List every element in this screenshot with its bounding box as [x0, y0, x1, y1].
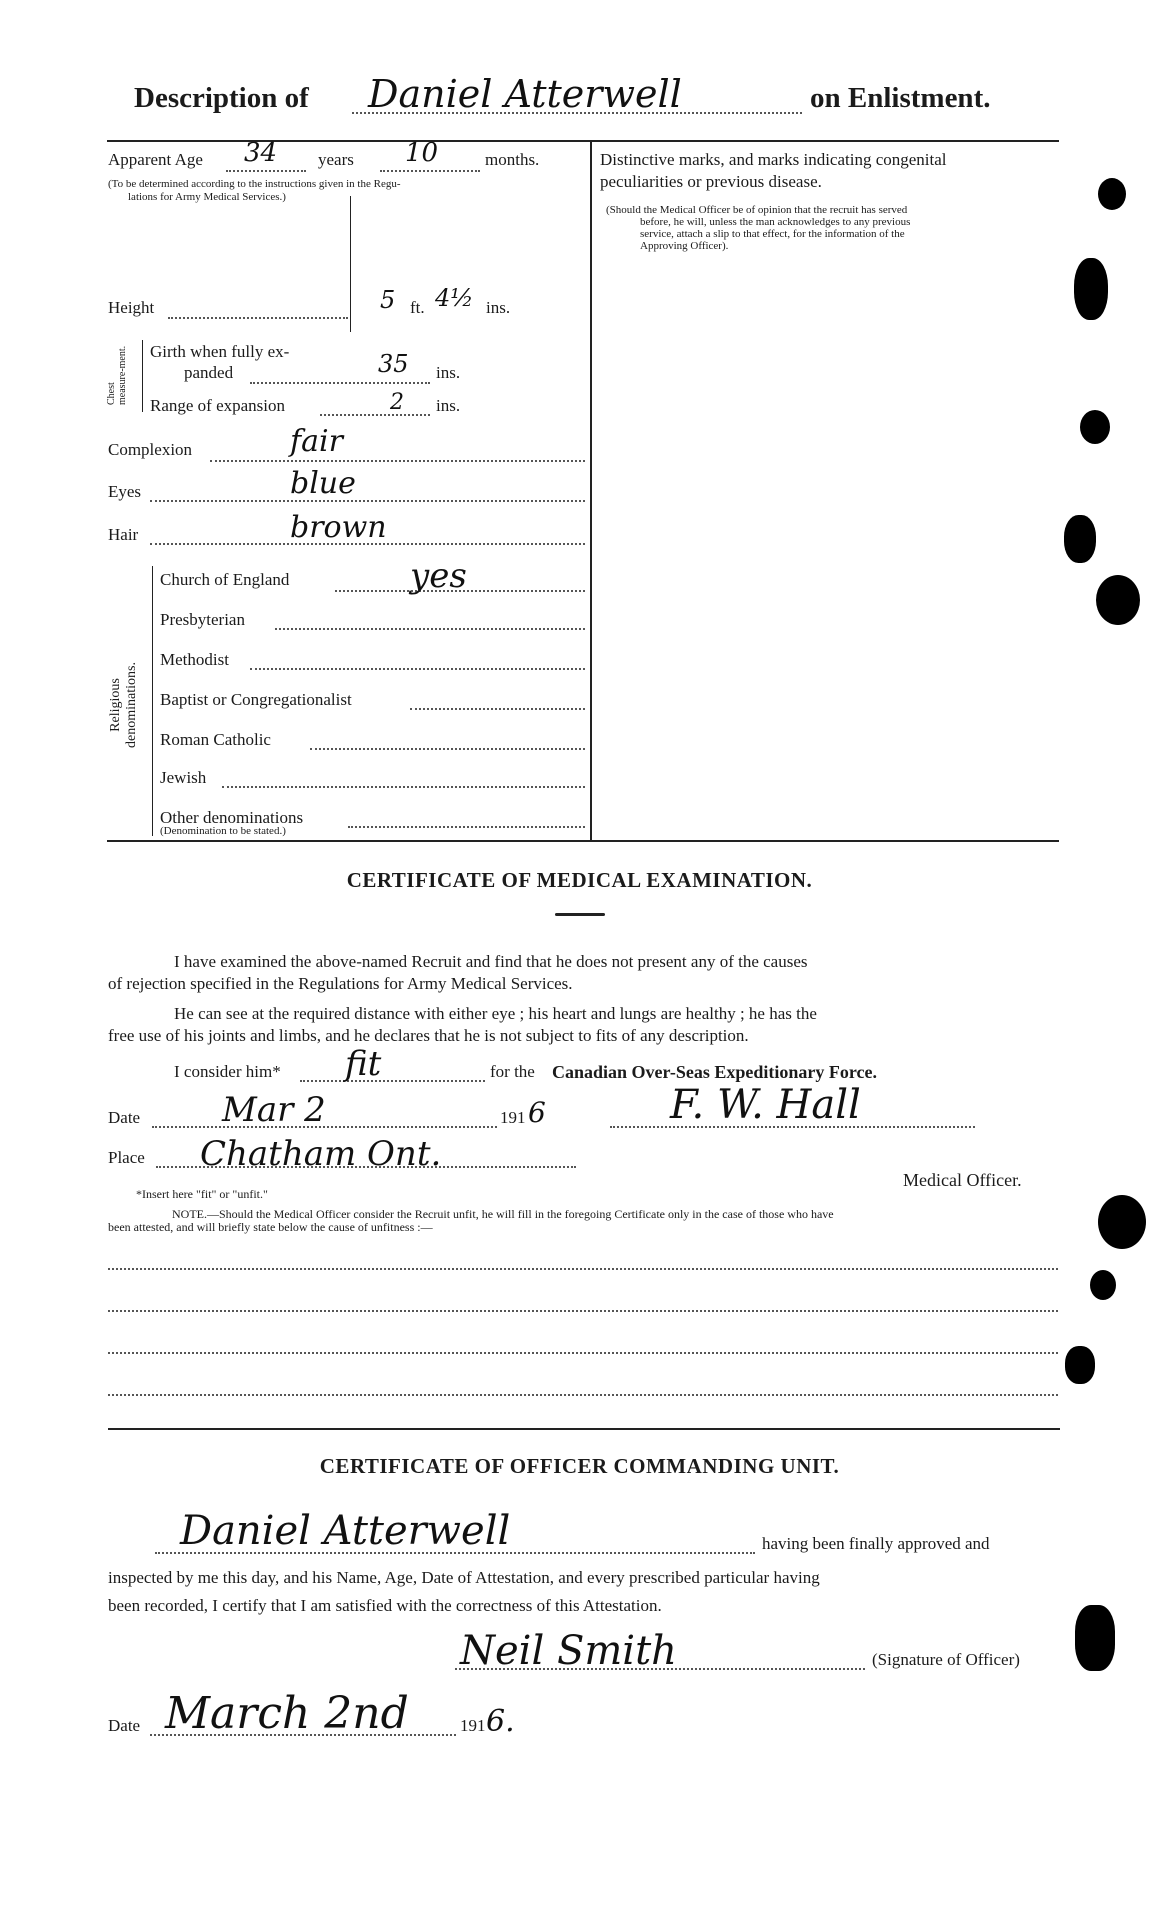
- marks-note-1: (Should the Medical Officer be of opinion that the recruit has served: [606, 204, 908, 216]
- complexion-value: fair: [290, 424, 343, 459]
- punch-hole: [1090, 1270, 1116, 1300]
- religion-bracket: [152, 566, 153, 836]
- church-value: yes: [410, 556, 467, 596]
- complexion-label: Complexion: [108, 440, 193, 459]
- table-bottom-rule: [107, 840, 1059, 842]
- force-label: Canadian Over-Seas Expeditionary Force.: [552, 1062, 877, 1082]
- medical-year-printed: 191: [500, 1108, 526, 1127]
- commanding-line1-end: having been finally approved and: [762, 1534, 990, 1553]
- header-prefix: Description of: [134, 82, 309, 114]
- marks-note-4: Approving Officer).: [640, 240, 729, 252]
- age-note-2: lations for Army Medical Services.): [128, 191, 286, 203]
- hair-label: Hair: [108, 525, 139, 544]
- punch-hole: [1098, 1195, 1146, 1249]
- other-note: (Denomination to be stated.): [160, 825, 286, 837]
- ins-label: ins.: [486, 298, 511, 317]
- punch-hole: [1065, 1346, 1095, 1384]
- table-center-rule: [590, 142, 592, 840]
- height-label: Height: [108, 298, 155, 317]
- for-label: for the: [490, 1062, 535, 1081]
- unfitness-line-3: [108, 1352, 1058, 1354]
- chest-bracket: [142, 340, 143, 412]
- medical-para2-line2: free use of his joints and limbs, and he declares that he is not subject to fits of any description.: [108, 1026, 749, 1045]
- unfitness-line-1: [108, 1268, 1058, 1270]
- unfitness-line-2: [108, 1310, 1058, 1312]
- jewish-label: Jewish: [160, 768, 207, 787]
- medical-year-digit: 6: [528, 1096, 546, 1129]
- commanding-line3: been recorded, I certify that I am satisfied with the correctness of this Attestation.: [108, 1596, 662, 1615]
- consider-value: fit: [345, 1044, 382, 1084]
- height-ft-value: 5: [380, 286, 396, 314]
- months-label: months.: [485, 150, 540, 169]
- chest-side-label: Chest measure-ment.: [106, 345, 128, 405]
- header-name-handwritten: Daniel Atterwell: [368, 72, 682, 116]
- medical-para1-line1: I have examined the above-named Recruit and find that he does not present any of the causes: [174, 952, 808, 971]
- eyes-value: blue: [290, 466, 356, 501]
- place-value: Chatham Ont.: [200, 1134, 442, 1174]
- age-note-1: (To be determined according to the instructions given in the Regu-: [108, 178, 401, 190]
- methodist-label: Methodist: [160, 650, 229, 669]
- marks-note-2: before, he will, unless the man acknowledges to any previous: [640, 216, 911, 228]
- commanding-year-digit: 6.: [486, 1704, 515, 1739]
- range-ins-label: ins.: [436, 396, 461, 415]
- church-label: Church of England: [160, 570, 290, 589]
- punch-hole: [1080, 410, 1110, 444]
- girth-ins-label: ins.: [436, 363, 461, 382]
- age-months: 10: [405, 138, 439, 168]
- age-years: 34: [244, 138, 278, 168]
- height-column-rule: [350, 196, 351, 332]
- commanding-name-handwritten: Daniel Atterwell: [180, 1508, 511, 1554]
- years-label: years: [318, 150, 354, 169]
- unfitness-line-4: [108, 1394, 1058, 1396]
- commanding-title: CERTIFICATE OF OFFICER COMMANDING UNIT.: [319, 1454, 840, 1478]
- commanding-line2: inspected by me this day, and his Name, Age, Date of Attestation, and every prescribed particular having: [108, 1568, 820, 1587]
- medical-officer-signature: F. W. Hall: [670, 1082, 861, 1128]
- punch-hole: [1064, 515, 1096, 563]
- religion-side-label: Religious denominations.: [108, 662, 139, 748]
- catholic-label: Roman Catholic: [160, 730, 271, 749]
- range-value: 2: [390, 390, 404, 415]
- medical-title-flourish: [555, 913, 605, 916]
- ft-label: ft.: [410, 298, 425, 317]
- marks-note-3: service, attach a slip to that effect, for the information of the: [640, 228, 905, 240]
- unfit-note-line1: NOTE.—Should the Medical Officer consider the Recruit unfit, he will fill in the foregoing Certificate only in the case of those who have: [172, 1207, 834, 1221]
- commanding-officer-signature: Neil Smith: [460, 1628, 677, 1674]
- marks-title-1: Distinctive marks, and marks indicating congenital: [600, 150, 947, 169]
- medical-date-label: Date: [108, 1108, 141, 1127]
- medical-officer-label: Medical Officer.: [903, 1170, 1022, 1190]
- commanding-year-printed: 191: [460, 1716, 486, 1735]
- girth-label-1: Girth when fully ex-: [150, 342, 290, 361]
- place-label: Place: [108, 1148, 145, 1167]
- signature-of-officer-label: (Signature of Officer): [872, 1650, 1020, 1669]
- baptist-label: Baptist or Congregationalist: [160, 690, 352, 709]
- commanding-date-label: Date: [108, 1716, 141, 1735]
- insert-note: *Insert here "fit" or "unfit.": [136, 1187, 268, 1201]
- medical-para1-line2: of rejection specified in the Regulations for Army Medical Services.: [108, 974, 573, 993]
- girth-label-2: panded: [184, 363, 234, 382]
- punch-hole: [1098, 178, 1126, 210]
- medical-bottom-rule: [108, 1428, 1060, 1430]
- eyes-label: Eyes: [108, 482, 142, 501]
- medical-title: CERTIFICATE OF MEDICAL EXAMINATION.: [346, 868, 813, 892]
- marks-title-2: peculiarities or previous disease.: [600, 172, 822, 191]
- consider-label: I consider him*: [174, 1062, 281, 1081]
- other-label: Other denominations: [160, 808, 304, 827]
- medical-para2-line1: He can see at the required distance with either eye ; his heart and lungs are healthy ; he has the: [174, 1004, 817, 1023]
- punch-hole: [1074, 258, 1108, 320]
- commanding-date-value: March 2nd: [165, 1688, 409, 1739]
- presbyterian-label: Presbyterian: [160, 610, 245, 629]
- punch-hole: [1075, 1605, 1115, 1671]
- header-suffix: on Enlistment.: [810, 82, 991, 114]
- unfit-note-line2: been attested, and will briefly state below the cause of unfitness :—: [108, 1220, 433, 1234]
- height-in-value: 4½: [435, 284, 474, 312]
- hair-value: brown: [290, 510, 387, 545]
- range-label: Range of expansion: [150, 396, 286, 415]
- medical-date-value: Mar 2: [222, 1090, 326, 1130]
- girth-value: 35: [378, 350, 409, 378]
- punch-hole: [1096, 575, 1140, 625]
- age-label: Apparent Age: [108, 150, 203, 169]
